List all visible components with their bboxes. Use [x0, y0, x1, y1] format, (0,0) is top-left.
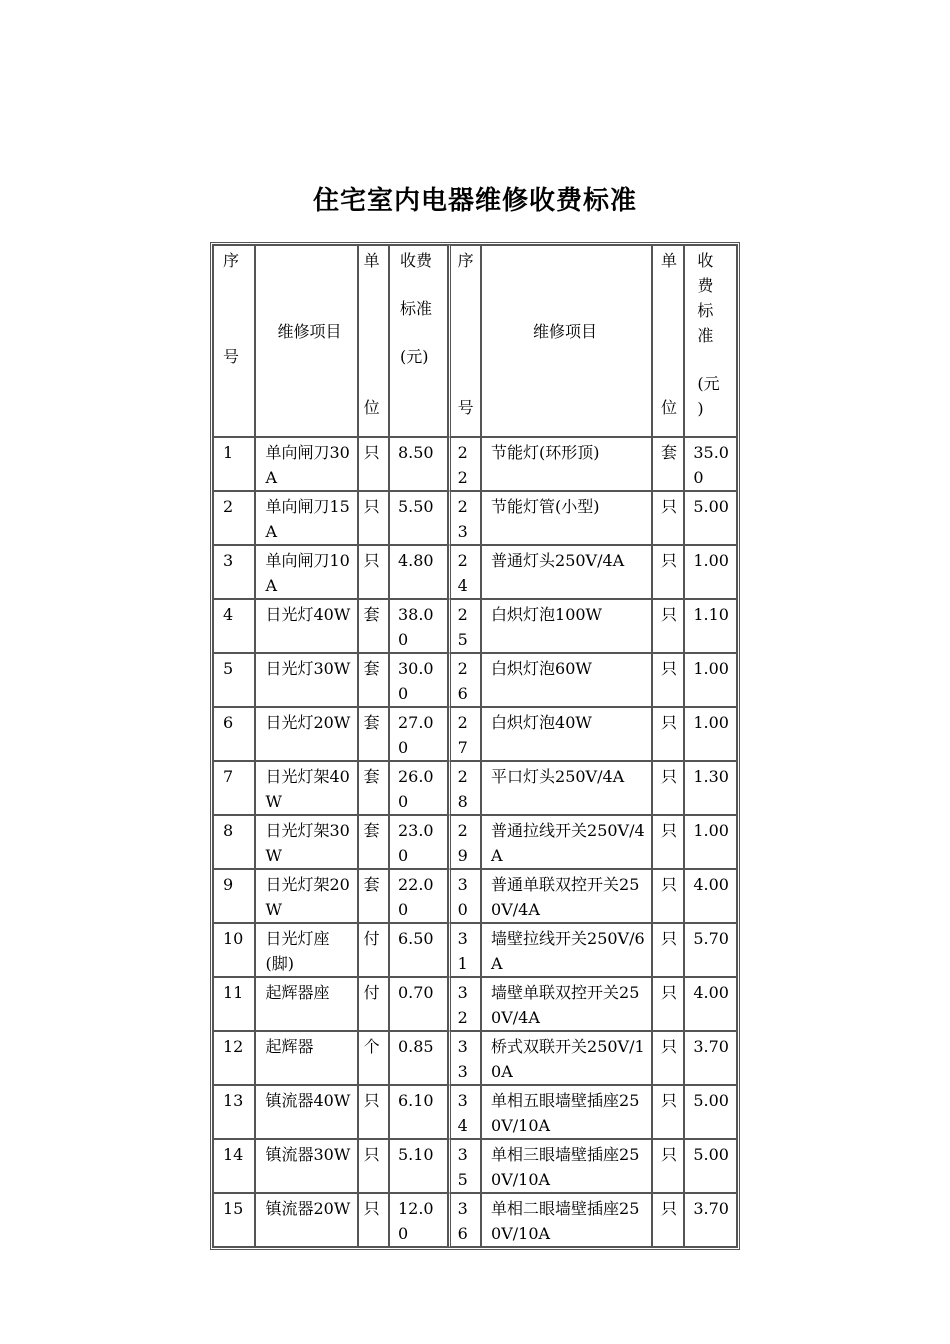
- header-seq-top: 序: [223, 251, 240, 270]
- left-fee-cell: 6.10: [389, 1085, 448, 1139]
- table-row: [213, 1085, 737, 1139]
- table-row: [213, 1031, 737, 1085]
- left-unit-cell: 套: [358, 653, 389, 707]
- header-item-label: 维修项目: [277, 322, 342, 341]
- right-item-cell: 墙壁单联双控开关250V/4A: [481, 977, 652, 1031]
- header-fee2-line2: 费: [697, 276, 714, 295]
- right-seq-cell: 34: [448, 1085, 481, 1139]
- left-unit-cell: 付: [358, 923, 389, 977]
- left-item-cell: 镇流器30W: [255, 1139, 357, 1193]
- header-fee-2: [684, 245, 737, 437]
- right-unit-cell: 只: [652, 1031, 684, 1085]
- right-seq-cell: 33: [448, 1031, 481, 1085]
- left-item-cell: 镇流器40W: [255, 1085, 357, 1139]
- right-seq-cell: 28: [448, 761, 481, 815]
- header-unit2-top: 单: [660, 251, 677, 270]
- page-title: 住宅室内电器维修收费标准: [312, 186, 637, 216]
- table-row: [213, 815, 737, 869]
- left-fee-cell: 6.50: [389, 923, 448, 977]
- header-fee2-line3: 标: [697, 301, 714, 320]
- left-seq-cell: 3: [213, 545, 255, 599]
- left-fee-cell: 38.00: [389, 599, 448, 653]
- left-fee-cell: 12.00: [389, 1193, 448, 1247]
- right-seq-cell: 36: [448, 1193, 481, 1247]
- right-item-cell: 桥式双联开关250V/10A: [481, 1031, 652, 1085]
- left-seq-cell: 6: [213, 707, 255, 761]
- header-fee2-line5: (元: [697, 374, 720, 393]
- table-row: [213, 437, 737, 491]
- header-seq: [213, 245, 255, 437]
- left-unit-cell: 只: [358, 491, 389, 545]
- right-fee-cell: 3.70: [684, 1031, 737, 1085]
- left-seq-cell: 9: [213, 869, 255, 923]
- left-unit-cell: 套: [358, 761, 389, 815]
- header-unit: [358, 245, 389, 437]
- table-header-row: [213, 245, 737, 437]
- left-unit-cell: 只: [358, 437, 389, 491]
- right-fee-cell: 1.00: [684, 545, 737, 599]
- right-seq-cell: 23: [448, 491, 481, 545]
- right-item-cell: 节能灯管(小型): [481, 491, 652, 545]
- table-row: [213, 491, 737, 545]
- right-item-cell: 节能灯(环形顶): [481, 437, 652, 491]
- right-fee-cell: 1.30: [684, 761, 737, 815]
- left-unit-cell: 只: [358, 545, 389, 599]
- right-unit-cell: 只: [652, 491, 684, 545]
- right-unit-cell: 套: [652, 437, 684, 491]
- right-item-cell: 平口灯头250V/4A: [481, 761, 652, 815]
- left-fee-cell: 8.50: [389, 437, 448, 491]
- right-fee-cell: 1.00: [684, 815, 737, 869]
- right-unit-cell: 只: [652, 761, 684, 815]
- left-item-cell: 日光灯座(脚): [255, 923, 357, 977]
- left-item-cell: 日光灯架30W: [255, 815, 357, 869]
- header-seq2-bottom: 号: [457, 398, 474, 417]
- left-seq-cell: 11: [213, 977, 255, 1031]
- left-seq-cell: 4: [213, 599, 255, 653]
- header-fee-line2: 标准: [399, 299, 432, 318]
- left-item-cell: 单向闸刀15A: [255, 491, 357, 545]
- right-fee-cell: 35.00: [684, 437, 737, 491]
- right-fee-cell: 5.00: [684, 1085, 737, 1139]
- right-unit-cell: 只: [652, 815, 684, 869]
- left-seq-cell: 15: [213, 1193, 255, 1247]
- table-row: [213, 599, 737, 653]
- right-unit-cell: 只: [652, 977, 684, 1031]
- right-seq-cell: 30: [448, 869, 481, 923]
- right-seq-cell: 29: [448, 815, 481, 869]
- right-unit-cell: 只: [652, 1139, 684, 1193]
- left-fee-cell: 0.85: [389, 1031, 448, 1085]
- left-item-cell: 镇流器20W: [255, 1193, 357, 1247]
- table-row: [213, 707, 737, 761]
- right-unit-cell: 只: [652, 869, 684, 923]
- left-seq-cell: 10: [213, 923, 255, 977]
- table-row: [213, 977, 737, 1031]
- right-item-cell: 单相五眼墙壁插座250V/10A: [481, 1085, 652, 1139]
- header-unit2-bottom: 位: [660, 398, 677, 417]
- header-seq-2: [448, 245, 481, 437]
- right-fee-cell: 1.00: [684, 707, 737, 761]
- table-row: [213, 923, 737, 977]
- right-item-cell: 普通灯头250V/4A: [481, 545, 652, 599]
- header-unit-2: [652, 245, 684, 437]
- left-fee-cell: 23.00: [389, 815, 448, 869]
- left-seq-cell: 13: [213, 1085, 255, 1139]
- left-unit-cell: 只: [358, 1085, 389, 1139]
- right-item-cell: 白炽灯泡40W: [481, 707, 652, 761]
- left-seq-cell: 12: [213, 1031, 255, 1085]
- left-fee-cell: 30.00: [389, 653, 448, 707]
- header-item2-label: 维修项目: [533, 322, 598, 341]
- right-unit-cell: 只: [652, 545, 684, 599]
- header-fee2-line6: ): [697, 399, 704, 418]
- header-fee: [389, 245, 448, 437]
- left-item-cell: 单向闸刀30A: [255, 437, 357, 491]
- table-row: [213, 545, 737, 599]
- left-unit-cell: 付: [358, 977, 389, 1031]
- header-fee2-line1: 收: [697, 251, 714, 270]
- right-seq-cell: 22: [448, 437, 481, 491]
- left-seq-cell: 8: [213, 815, 255, 869]
- right-seq-cell: 26: [448, 653, 481, 707]
- right-unit-cell: 只: [652, 707, 684, 761]
- right-seq-cell: 32: [448, 977, 481, 1031]
- right-unit-cell: 只: [652, 599, 684, 653]
- left-fee-cell: 0.70: [389, 977, 448, 1031]
- right-seq-cell: 31: [448, 923, 481, 977]
- left-seq-cell: 5: [213, 653, 255, 707]
- left-fee-cell: 27.00: [389, 707, 448, 761]
- left-unit-cell: 套: [358, 815, 389, 869]
- right-seq-cell: 35: [448, 1139, 481, 1193]
- left-unit-cell: 个: [358, 1031, 389, 1085]
- left-seq-cell: 7: [213, 761, 255, 815]
- header-unit-top: 单: [363, 251, 380, 270]
- right-item-cell: 普通单联双控开关250V/4A: [481, 869, 652, 923]
- header-fee2-line4: 准: [697, 326, 714, 345]
- left-item-cell: 日光灯架20W: [255, 869, 357, 923]
- left-item-cell: 日光灯40W: [255, 599, 357, 653]
- right-seq-cell: 27: [448, 707, 481, 761]
- left-fee-cell: 4.80: [389, 545, 448, 599]
- left-item-cell: 日光灯30W: [255, 653, 357, 707]
- left-seq-cell: 1: [213, 437, 255, 491]
- left-fee-cell: 5.50: [389, 491, 448, 545]
- header-fee-line1: 收费: [399, 251, 432, 270]
- right-unit-cell: 只: [652, 1193, 684, 1247]
- right-unit-cell: 只: [652, 653, 684, 707]
- header-item: [255, 245, 357, 437]
- right-item-cell: 白炽灯泡60W: [481, 653, 652, 707]
- right-unit-cell: 只: [652, 923, 684, 977]
- right-fee-cell: 1.10: [684, 599, 737, 653]
- right-seq-cell: 24: [448, 545, 481, 599]
- left-unit-cell: 只: [358, 1139, 389, 1193]
- left-seq-cell: 2: [213, 491, 255, 545]
- left-fee-cell: 5.10: [389, 1139, 448, 1193]
- right-fee-cell: 4.00: [684, 977, 737, 1031]
- left-item-cell: 日光灯20W: [255, 707, 357, 761]
- table-row: [213, 1193, 737, 1247]
- left-fee-cell: 22.00: [389, 869, 448, 923]
- right-fee-cell: 5.70: [684, 923, 737, 977]
- right-item-cell: 白炽灯泡100W: [481, 599, 652, 653]
- table-row: [213, 761, 737, 815]
- right-item-cell: 墙壁拉线开关250V/6A: [481, 923, 652, 977]
- left-item-cell: 起辉器座: [255, 977, 357, 1031]
- right-unit-cell: 只: [652, 1085, 684, 1139]
- header-item-2: [481, 245, 652, 437]
- table-row: [213, 653, 737, 707]
- header-seq-bottom: 号: [223, 347, 240, 366]
- left-fee-cell: 26.00: [389, 761, 448, 815]
- fee-table: [210, 242, 740, 1250]
- left-seq-cell: 14: [213, 1139, 255, 1193]
- table-row: [213, 869, 737, 923]
- right-fee-cell: 5.00: [684, 491, 737, 545]
- right-fee-cell: 5.00: [684, 1139, 737, 1193]
- header-seq2-top: 序: [457, 251, 474, 270]
- right-fee-cell: 1.00: [684, 653, 737, 707]
- header-unit-bottom: 位: [363, 398, 380, 417]
- right-fee-cell: 3.70: [684, 1193, 737, 1247]
- left-unit-cell: 套: [358, 869, 389, 923]
- left-item-cell: 日光灯架40W: [255, 761, 357, 815]
- table-row: [213, 1139, 737, 1193]
- right-item-cell: 单相二眼墙壁插座250V/10A: [481, 1193, 652, 1247]
- left-unit-cell: 只: [358, 1193, 389, 1247]
- left-item-cell: 起辉器: [255, 1031, 357, 1085]
- header-fee-line3: (元): [399, 347, 429, 366]
- left-unit-cell: 套: [358, 599, 389, 653]
- right-item-cell: 单相三眼墙壁插座250V/10A: [481, 1139, 652, 1193]
- right-fee-cell: 4.00: [684, 869, 737, 923]
- right-item-cell: 普通拉线开关250V/4A: [481, 815, 652, 869]
- right-seq-cell: 25: [448, 599, 481, 653]
- left-unit-cell: 套: [358, 707, 389, 761]
- left-item-cell: 单向闸刀10A: [255, 545, 357, 599]
